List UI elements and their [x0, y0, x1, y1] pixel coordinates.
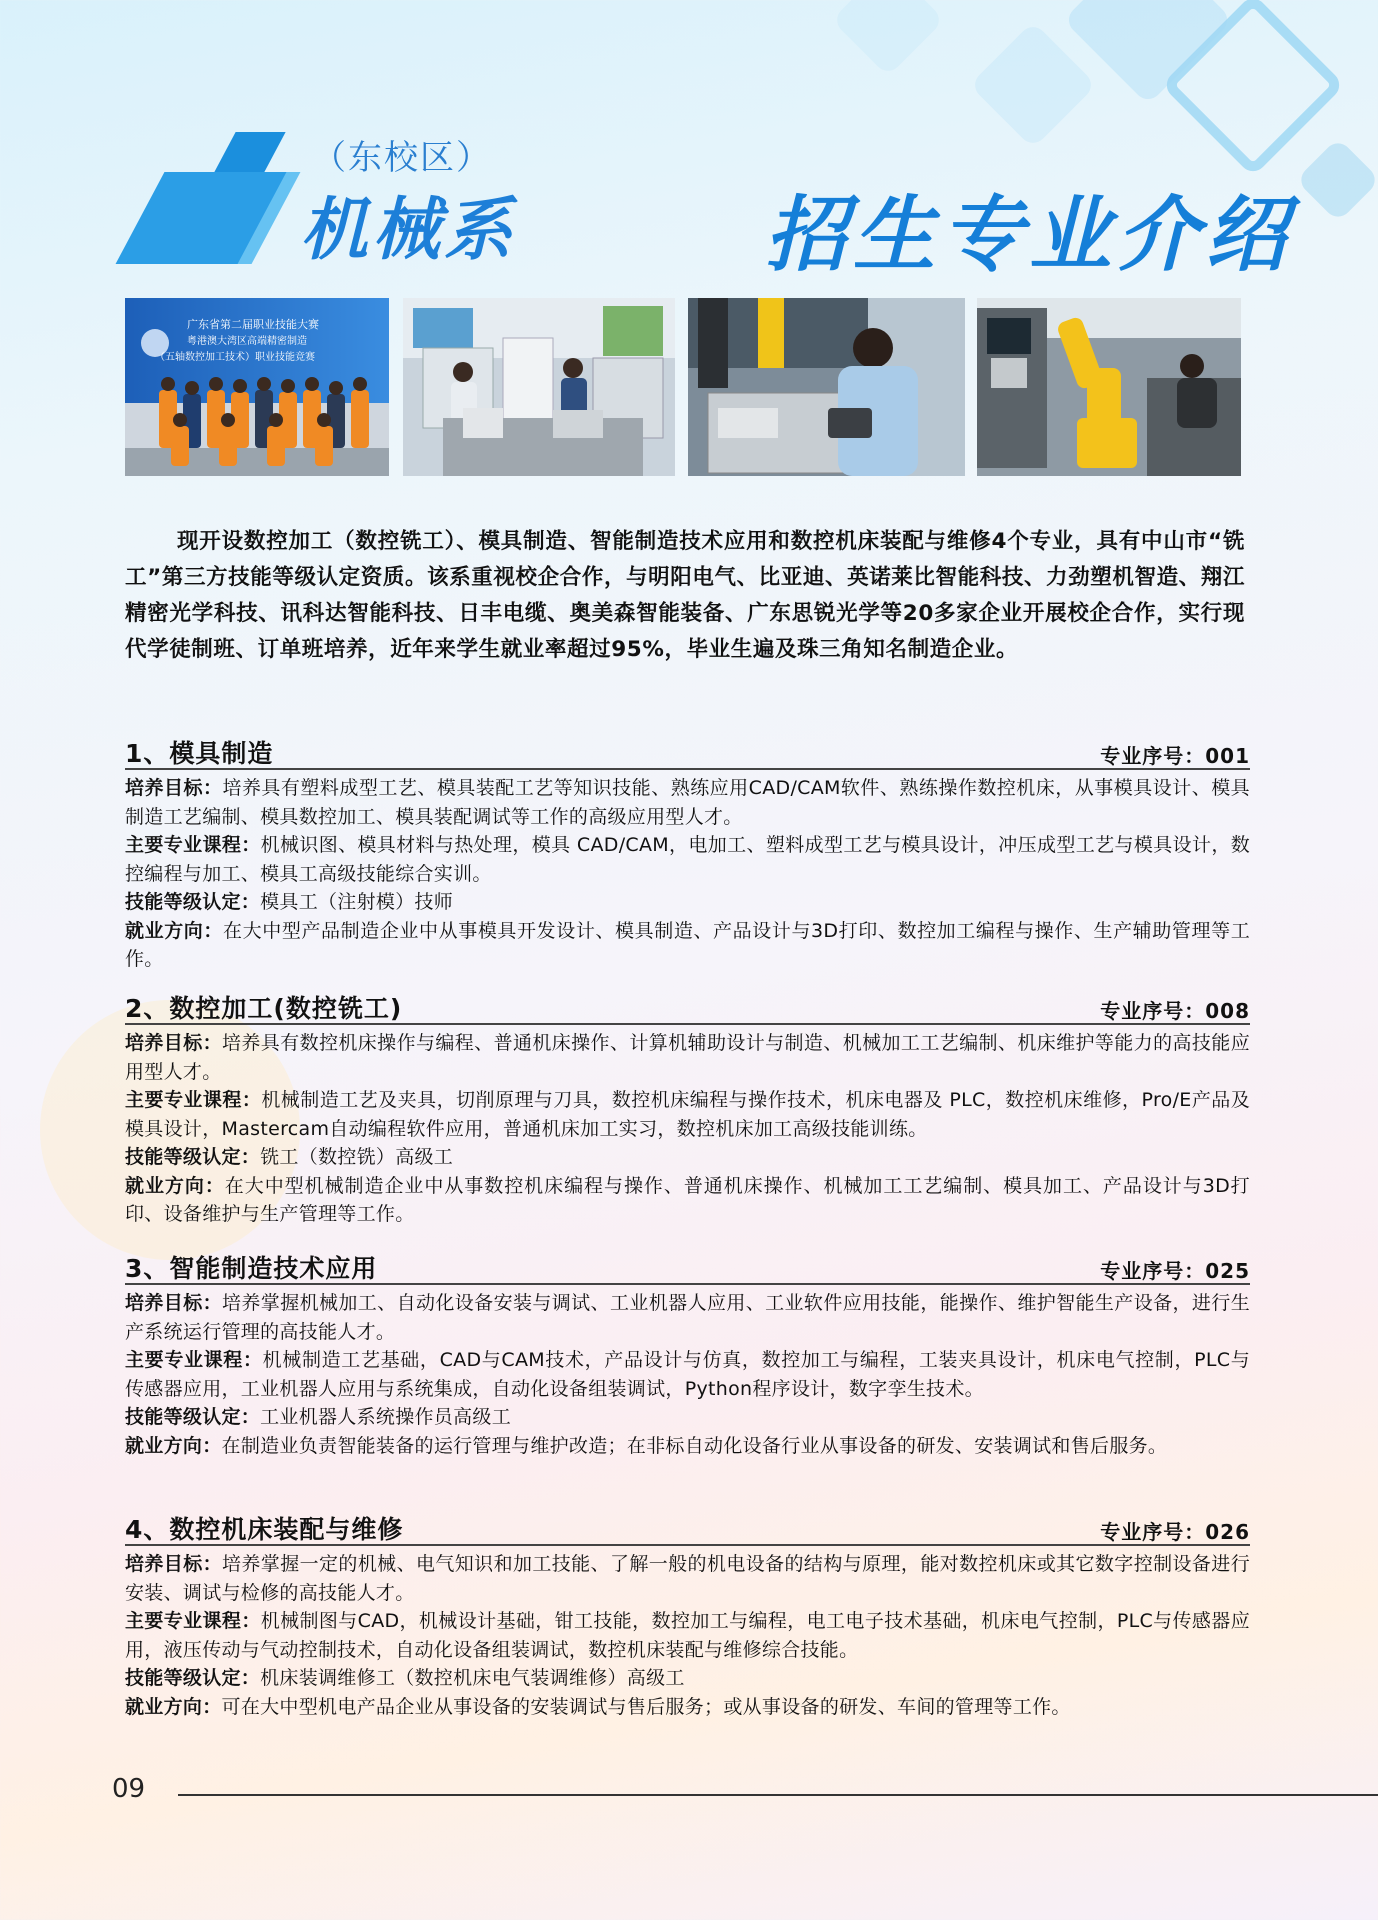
career-label: 就业方向：: [125, 919, 224, 942]
major-title: 1、模具制造: [125, 739, 274, 768]
student-robot-teach-pendant-photo: [688, 298, 965, 476]
courses-label: 主要专业课程：: [125, 1349, 263, 1371]
industrial-robot-cnc-photo: [977, 298, 1241, 476]
major-career: [125, 1693, 1250, 1722]
major-career: [125, 1172, 1250, 1229]
major-career: [125, 917, 1250, 974]
major-courses: [125, 1086, 1250, 1143]
department-intro: 现开设数控加工（数控铣工）、模具制造、智能制造技术应用和数控机床装配与维修4个专业，具有中山市“铣工”第三方技能等级认定资质。该系重视校企合作，与明阳电气、比亚迪、英诺莱比智能科技、力劲塑机智造、翔江精密光学科技、讯科达智能科技、日丰电缆、奥美森智能装备、广东思锐光学等20多家企业开展校企合作，实行现代学徒制班、订单班培养，近年来学生就业率超过95%，毕业生遍及珠三角知名制造企业。: [125, 529, 1245, 662]
major-code: 专业序号：001: [1100, 744, 1250, 768]
career-text: 在大中型产品制造企业中从事模具开发设计、模具制造、产品设计与3D打印、数控加工编程与操作、生产辅助管理等工作。: [125, 919, 1250, 970]
major-header: [125, 989, 1250, 1025]
major-details: [125, 1029, 1250, 1229]
goal-text: 培养具有塑料成型工艺、模具装配工艺等知识技能、熟练应用CAD/CAM软件、熟练操作数控机床，从事模具设计、模具制造工艺编制、模具数控加工、模具装配调试等工作的高级应用型人才。: [125, 777, 1250, 828]
courses-text: 机械识图、模具材料与热处理，模具 CAD/CAM，电加工、塑料成型工艺与模具设计，冲压成型工艺与模具设计，数控编程与加工、模具工高级技能综合实训。: [125, 834, 1250, 885]
major-goal: [125, 774, 1250, 831]
banner-line: （五轴数控加工技术）职业技能竞赛: [155, 352, 315, 363]
major-header: [125, 734, 1250, 770]
cert-label: 技能等级认定：: [125, 1406, 261, 1428]
major-details: [125, 1289, 1250, 1460]
major-code: 专业序号：026: [1100, 1520, 1250, 1544]
major-section: [125, 1249, 1250, 1460]
courses-text: 机械制图与CAD，机械设计基础，钳工技能，数控加工与编程，电工电子技术基础，机床电气控制，PLC与传感器应用，液压传动与气动控制技术，自动化设备组装调试，数控机床装配与维修综合技能。: [125, 1610, 1250, 1661]
department-title: 机械系: [300, 191, 517, 270]
workshop-training-photo: [403, 298, 675, 476]
page-title: 招生专业介绍: [765, 188, 1293, 283]
goal-label: 培养目标：: [125, 1553, 222, 1575]
major-courses: [125, 831, 1250, 888]
major-cert: [125, 888, 1250, 917]
career-label: 就业方向：: [125, 1174, 225, 1197]
cert-text: 工业机器人系统操作员高级工: [260, 1406, 512, 1428]
decor-diamond: [969, 21, 1096, 148]
cert-text: 模具工（注射模）技师: [260, 891, 454, 913]
courses-text: 机械制造工艺及夹具，切削原理与刀具，数控机床编程与操作技术，机床电器及 PLC，数控机床维修，Pro/E产品及模具设计，Mastercam自动编程软件应用，普通机床加工实习，数控机床加工高级技能训练。: [125, 1089, 1250, 1140]
major-cert: [125, 1403, 1250, 1432]
banner-line: 广东省第二届职业技能大赛: [187, 318, 319, 331]
career-label: 就业方向：: [125, 1695, 222, 1718]
career-label: 就业方向：: [125, 1434, 222, 1457]
decor-diamond: [1296, 138, 1378, 223]
courses-label: 主要专业课程：: [125, 1610, 261, 1632]
major-title: 2、数控加工(数控铣工): [125, 994, 403, 1023]
career-text: 在大中型机械制造企业中从事数控机床编程与操作、普通机床操作、机械加工工艺编制、模具加工、产品设计与3D打印、设备维护与生产管理等工作。: [125, 1174, 1250, 1225]
campus-label: （东校区）: [312, 138, 492, 178]
major-details: [125, 774, 1250, 974]
career-text: 可在大中型机电产品企业从事设备的安装调试与售后服务；或从事设备的研发、车间的管理等工作。: [221, 1695, 1071, 1718]
major-section: [125, 734, 1250, 974]
courses-text: 机械制造工艺基础，CAD与CAM技术，产品设计与仿真，数控加工与编程，工装夹具设计，机床电气控制，PLC与传感器应用，工业机器人应用与系统集成，自动化设备组装调试，Python程序设计，数字孪生技术。: [125, 1349, 1251, 1400]
major-cert: [125, 1664, 1250, 1693]
decor-diamond: [831, 0, 944, 77]
banner-line: 粤港澳大湾区高端精密制造: [187, 336, 307, 347]
header-slant-decor: [214, 132, 285, 172]
major-code: 专业序号：008: [1100, 999, 1250, 1023]
major-courses: [125, 1607, 1250, 1664]
goal-text: 培养掌握机械加工、自动化设备安装与调试、工业机器人应用、工业软件应用技能，能操作、维护智能生产设备，进行生产系统运行管理的高技能人才。: [125, 1292, 1250, 1343]
major-section: [125, 989, 1250, 1229]
major-goal: [125, 1029, 1250, 1086]
cert-label: 技能等级认定：: [125, 891, 261, 913]
goal-text: 培养具有数控机床操作与编程、普通机床操作、计算机辅助设计与制造、机械加工工艺编制、机床维护等能力的高技能应用型人才。: [125, 1032, 1250, 1083]
goal-text: 培养掌握一定的机械、电气知识和加工技能、了解一般的机电设备的结构与原理，能对数控机床或其它数字控制设备进行安装、调试与检修的高技能人才。: [125, 1553, 1250, 1604]
career-text: 在制造业负责智能装备的运行管理与维护改造；在非标自动化设备行业从事设备的研发、安装调试和售后服务。: [221, 1434, 1168, 1457]
page-number: 09: [112, 1774, 146, 1804]
major-goal: [125, 1550, 1250, 1607]
cert-label: 技能等级认定：: [125, 1146, 261, 1168]
courses-label: 主要专业课程：: [125, 834, 261, 856]
major-section: [125, 1510, 1250, 1721]
major-goal: [125, 1289, 1250, 1346]
cert-text: 铣工（数控铣）高级工: [260, 1146, 454, 1168]
major-header: [125, 1249, 1250, 1285]
cert-text: 机床装调维修工（数控机床电气装调维修）高级工: [260, 1667, 685, 1689]
major-code: 专业序号：025: [1100, 1259, 1250, 1283]
major-career: [125, 1432, 1250, 1461]
cert-label: 技能等级认定：: [125, 1667, 261, 1689]
goal-label: 培养目标：: [125, 1292, 222, 1314]
goal-label: 培养目标：: [125, 1032, 222, 1054]
major-title: 3、智能制造技术应用: [125, 1254, 378, 1283]
goal-label: 培养目标：: [125, 777, 223, 799]
competition-group-photo: [125, 298, 389, 476]
footer-divider: [178, 1794, 1378, 1796]
major-cert: [125, 1143, 1250, 1172]
major-courses: [125, 1346, 1250, 1403]
courses-label: 主要专业课程：: [125, 1089, 262, 1111]
major-details: [125, 1550, 1250, 1721]
major-header: [125, 1510, 1250, 1546]
major-title: 4、数控机床装配与维修: [125, 1515, 404, 1544]
